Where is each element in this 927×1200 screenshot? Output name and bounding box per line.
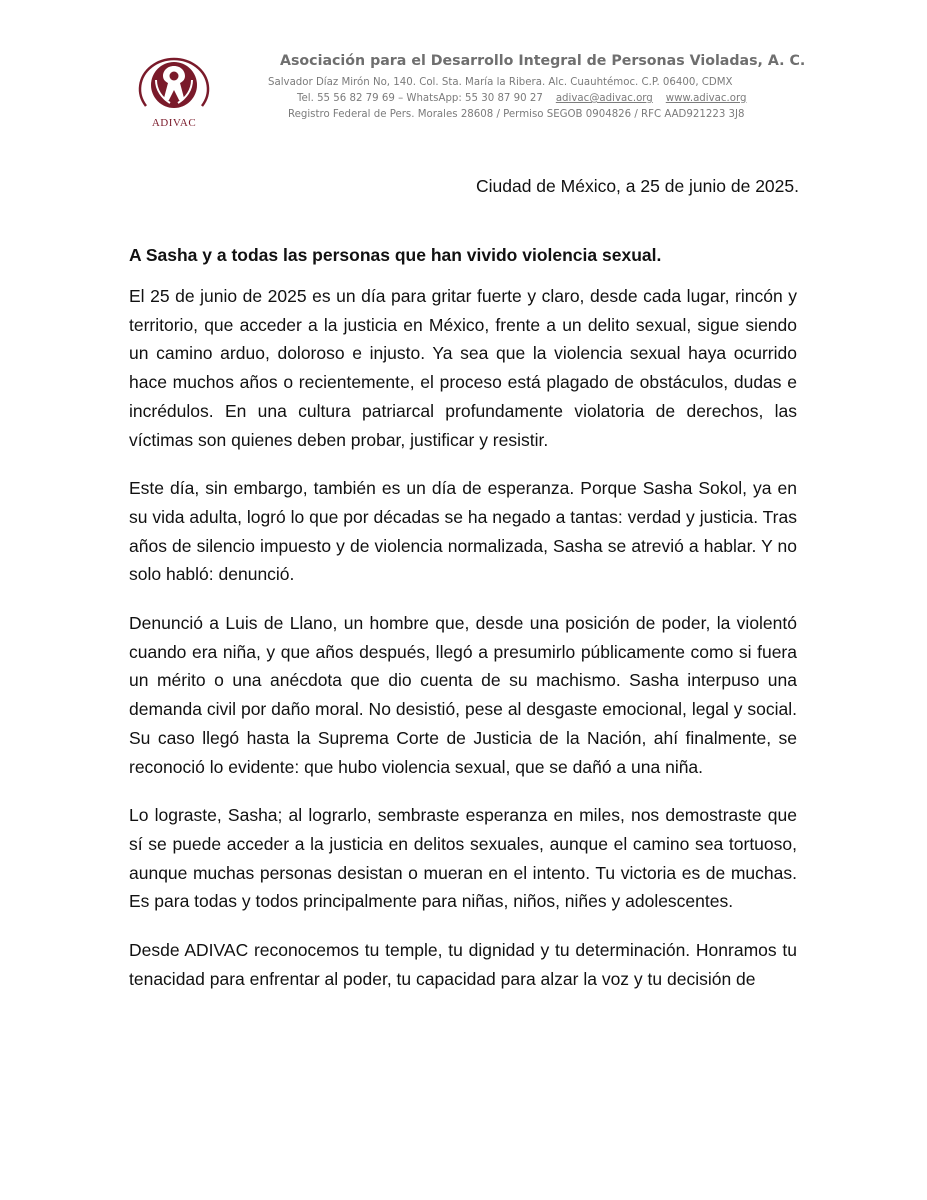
- paragraph-4: Lo lograste, Sasha; al lograrlo, sembraste esperanza en miles, nos demostraste que sí se puede acceder a la justicia en delitos sexuales, aunque el camino sea tortuoso, aunque muchas personas desistan o mueran en el intento. Tu victoria es de muchas. Es para todas y todos principalmente para niñas, niños, niñes y adolescentes.: [129, 805, 797, 912]
- organization-address: Salvador Díaz Mirón No, 140. Col. Sta. María la Ribera. Alc. Cuauhtémoc. C.P. 06400, CDMX: [268, 77, 733, 88]
- email-link[interactable]: adivac@adivac.org: [555, 93, 653, 104]
- phone-numbers: Tel. 55 56 82 79 69 – WhatsApp: 55 30 87 90 27: [297, 93, 543, 104]
- paragraph-5: Desde ADIVAC reconocemos tu temple, tu dignidad y tu determinación. Honramos tu tenacidad para enfrentar al poder, tu capacidad para alzar la voz y tu decisión de: [129, 940, 797, 989]
- adivac-emblem-icon: [126, 54, 222, 118]
- registry-info: Registro Federal de Pers. Morales 28608 / Permiso SEGOB 0904826 / RFC AAD921223 3J8: [288, 109, 745, 120]
- adivac-logo: [126, 54, 222, 132]
- paragraph-3: Denunció a Luis de Llano, un hombre que, desde una posición de poder, la violentó cuando era niña, y que años después, llegó a presumirlo públicamente como si fuera un mérito o una anécdota que dio cuenta de su machismo. Sasha interpuso una demanda civil por daño moral. No desistió, pese al desgaste emocional, legal y social. Su caso llegó hasta la Suprema Corte de Justicia de la Nación, ahí finalmente, se reconoció lo evidente: que hubo violencia sexual, que se dañó a una niña.: [129, 613, 797, 777]
- contact-line: [297, 93, 746, 104]
- paragraph-1: El 25 de junio de 2025 es un día para gritar fuerte y claro, desde cada lugar, rincón y territorio, que acceder a la justicia en México, frente a un delito sexual, sigue siendo un camino arduo, doloroso e injusto. Ya sea que la violencia sexual haya ocurrido hace muchos años o recientemente, el proceso está plagado de obstáculos, dudas e incrédulos. En una cultura patriarcal profundamente violatoria de derechos, las víctimas son quienes deben probar, justificar y resistir.: [129, 286, 797, 450]
- letter-date: Ciudad de México, a 25 de junio de 2025.: [475, 176, 799, 196]
- logo-wordmark: ADIVAC: [151, 117, 197, 129]
- website-link[interactable]: www.adivac.org: [665, 93, 747, 104]
- paragraph-2: Este día, sin embargo, también es un día de esperanza. Porque Sasha Sokol, ya en su vida adulta, logró lo que por décadas se ha negado a tantas: verdad y justicia. Tras años de silencio impuesto y de violencia normalizada, Sasha se atrevió a hablar. Y no solo habló: denunció.: [129, 478, 797, 585]
- organization-name: Asociación para el Desarrollo Integral de Personas Violadas, A. C.: [280, 53, 806, 69]
- letter-salutation: A Sasha y a todas las personas que han vivido violencia sexual.: [129, 245, 662, 265]
- letter-body: [129, 282, 797, 1013]
